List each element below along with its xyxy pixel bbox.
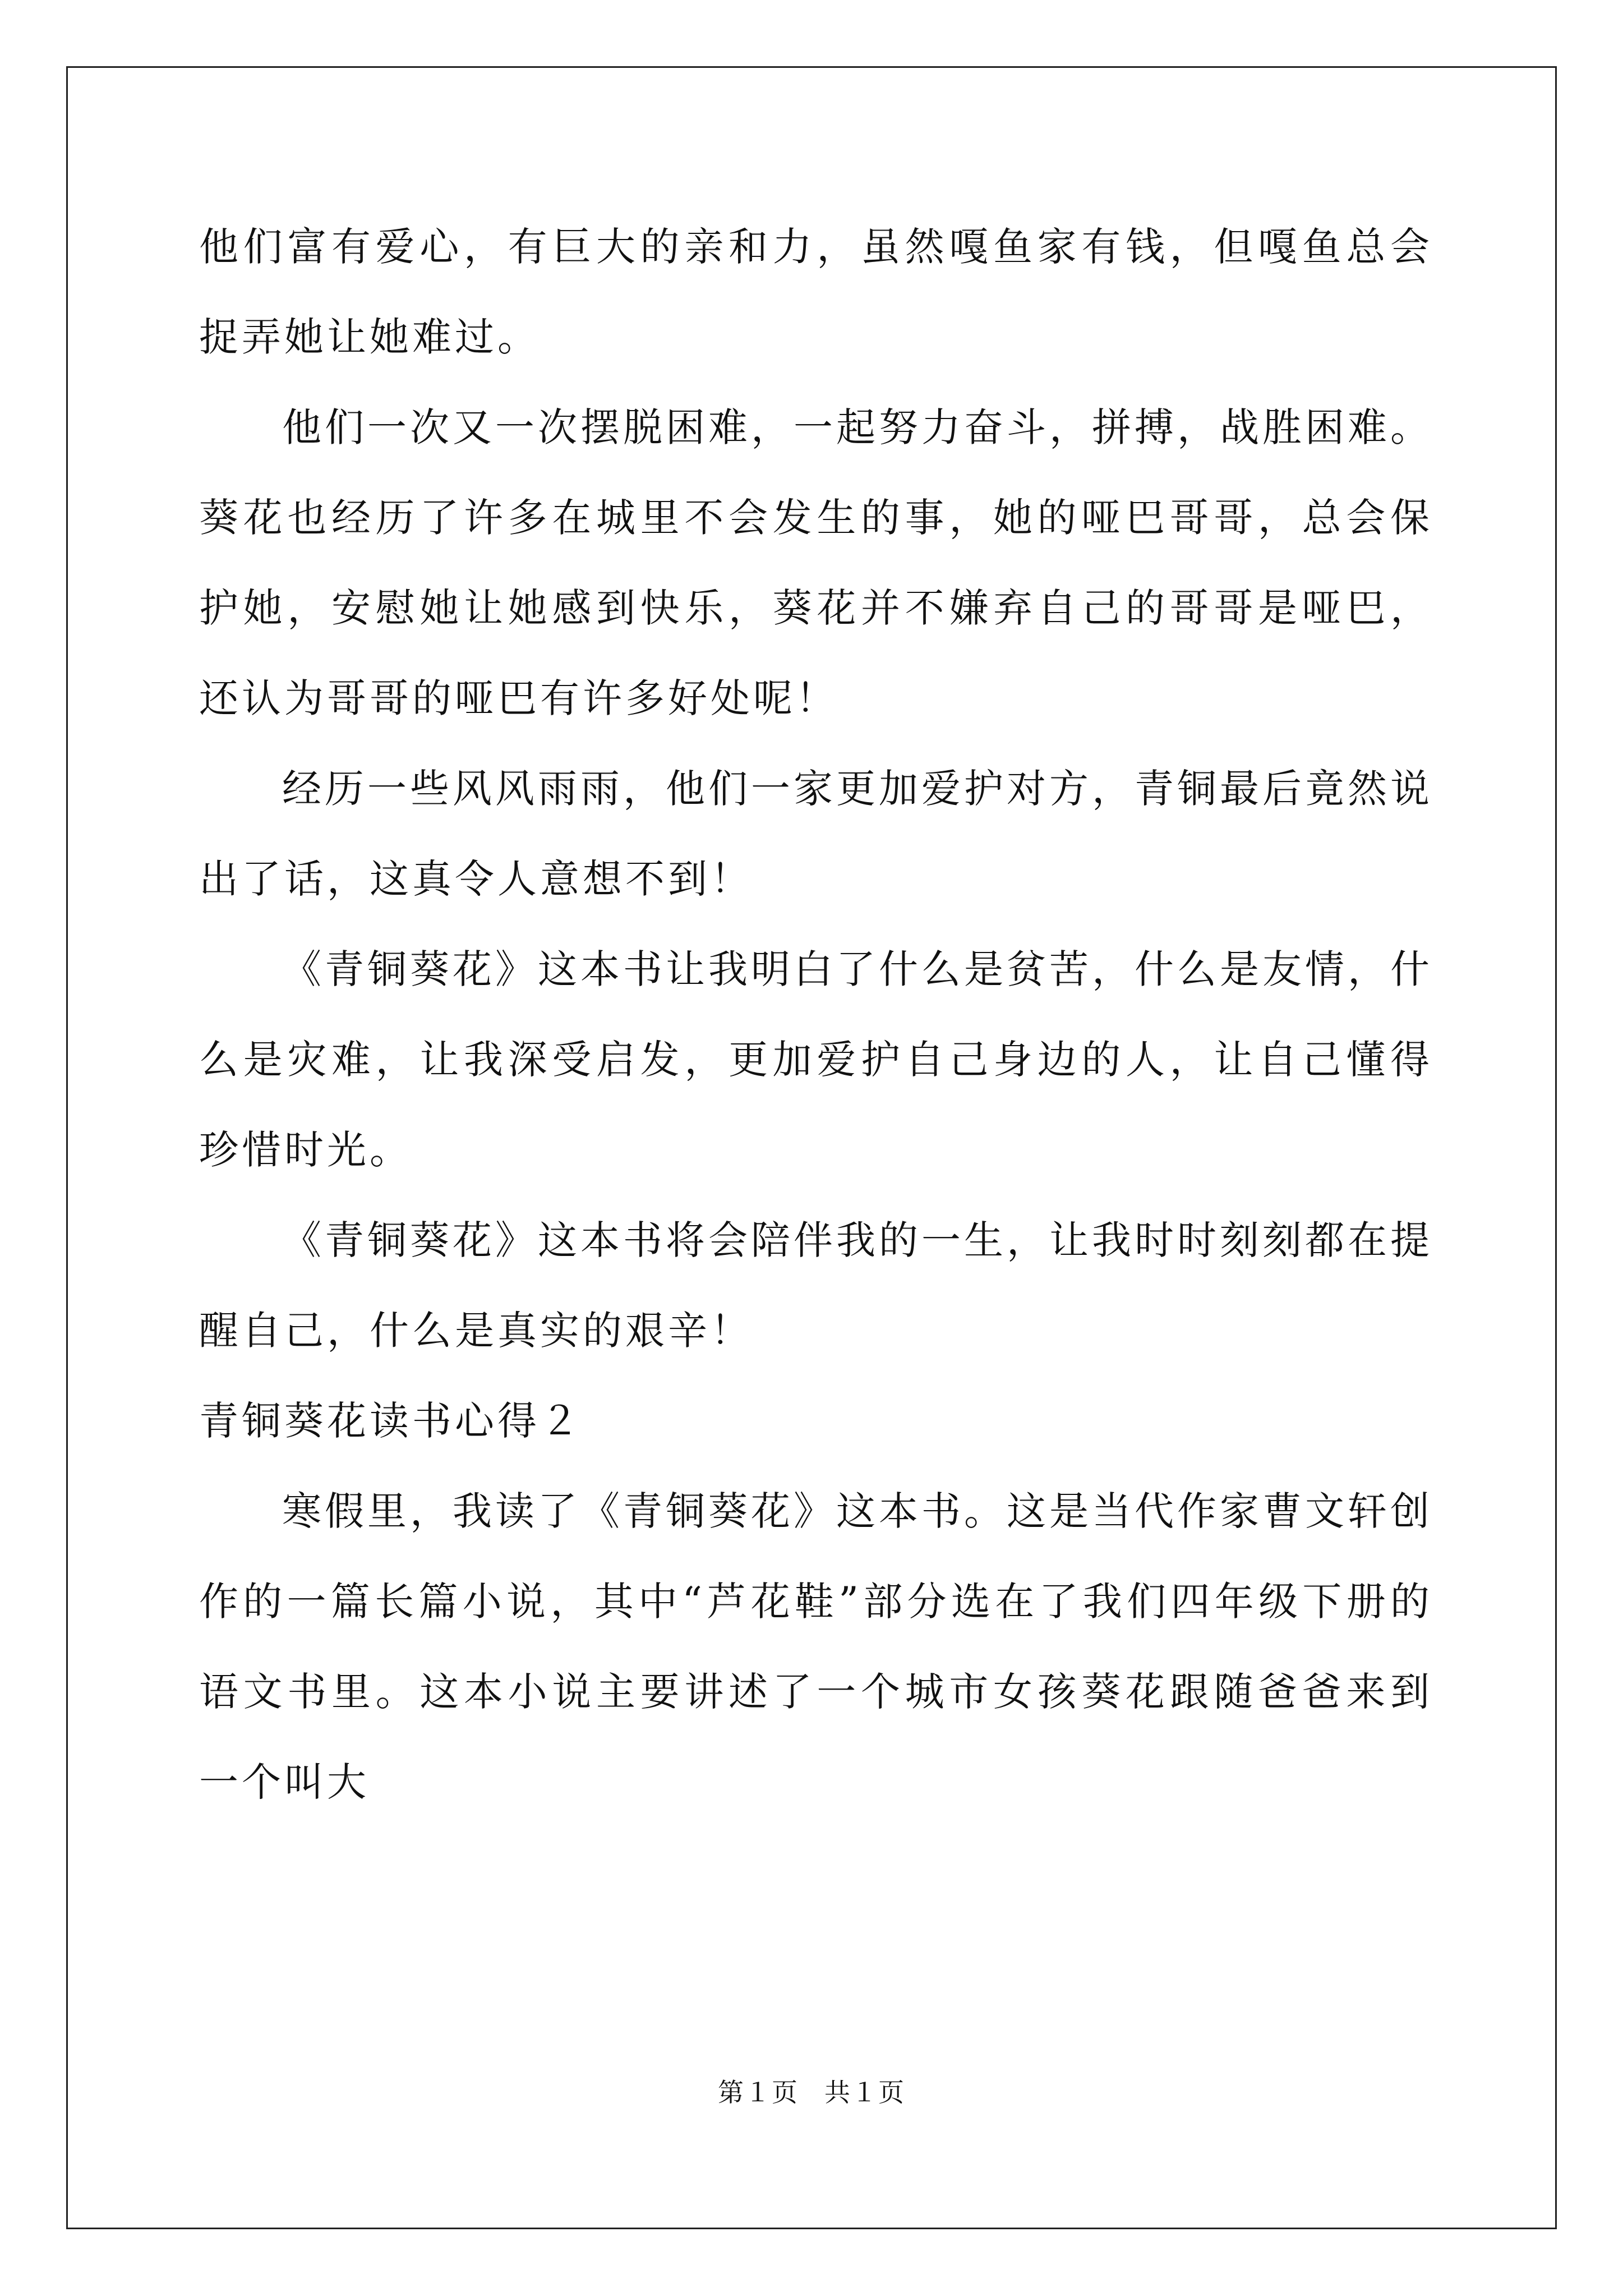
- paragraph-3: 经历一些风风雨雨，他们一家更加爱护对方，青铜最后竟然说出了话，这真令人意想不到！: [199, 766, 1433, 902]
- section-heading: 青铜葵花读书心得２: [199, 1398, 583, 1444]
- paragraph-1: 他们富有爱心，有巨大的亲和力，虽然嘎鱼家有钱，但嘎鱼总会捉弄她让她难过。: [199, 224, 1433, 360]
- paragraph-2: 他们一次又一次摆脱困难，一起努力奋斗，拼搏，战胜困难。葵花也经历了许多在城里不会发生的事，她的哑巴哥哥，总会保护她，安慰她让她感到快乐，葵花并不嫌弃自己的哥哥是哑巴，还认为哥哥的哑巴有许多好处呢！: [199, 404, 1433, 721]
- document-body: [199, 202, 1433, 1828]
- page-total: 共１页: [824, 2077, 905, 2108]
- page-footer: [0, 2076, 1623, 2109]
- paragraph-6: 寒假里，我读了《青铜葵花》这本书。这是当代作家曹文轩创作的一篇长篇小说，其中“芦花鞋”部分选在了我们四年级下册的语文书里。这本小说主要讲述了一个城市女孩葵花跟随爸爸来到一个叫大: [199, 1488, 1433, 1805]
- page-number: 第１页: [718, 2077, 799, 2108]
- paragraph-5: 《青铜葵花》这本书将会陪伴我的一生，让我时时刻刻都在提醒自己，什么是真实的艰辛！: [199, 1217, 1433, 1354]
- paragraph-4: 《青铜葵花》这本书让我明白了什么是贫苦，什么是友情，什么是灾难，让我深受启发，更加爱护自己身边的人，让自己懂得珍惜时光。: [199, 946, 1433, 1173]
